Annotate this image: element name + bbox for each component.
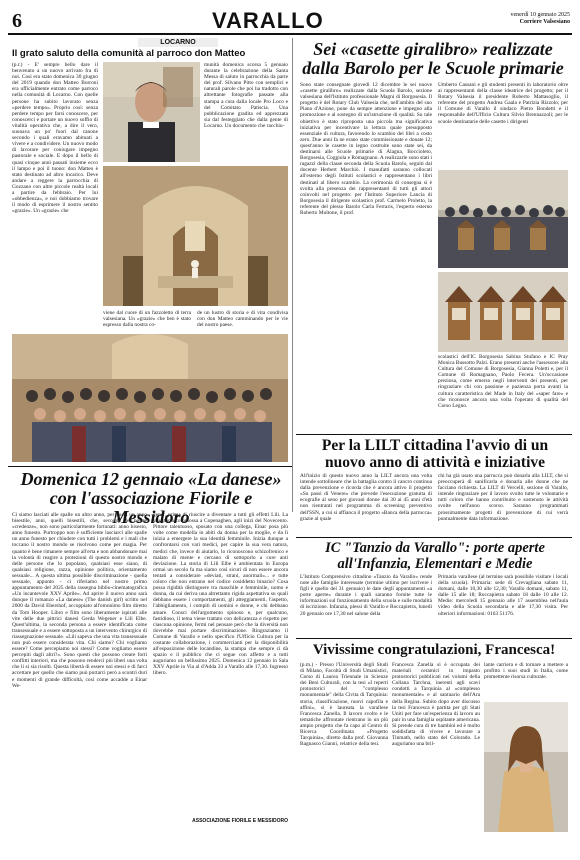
congrats-body-col2: Francesca Zanella si è occupata dei materiali ceramici in impasto protostorici pubblicati nei volumi della Collana Tarchna, inerenti agli scavi condotti a Tarquinia al «complesso monumentale» e al santuario dell'Ara della Regina. Subito dopo aver discusso la tesi Francesca è partita per gli Stati Uniti per fare un'esperienza di lavoro au pair in una famiglia ospitante americana. Si prende cura di tre bambini ed è molto soddisfatta di vivere e lavorare a Tinmath, nello stato del Colorado. Le auguriamo una bril- (392, 662, 480, 748)
article-headline: Il grato saluto della comunità al parroco don Matteo (12, 48, 246, 59)
casette-headline: Sei «casette giralibro» realizzate dalla Barolo per le Scuole primarie (302, 39, 564, 78)
congrats-body-col1: (p.m.) - Presso l'Università degli Studi di Milano, Facoltà di Studi Umanistici, Corso di Laurea Triennale in Scienze dei Beni Culturali, con la tesi «I reperti protostorici del "complesso monumentale" della Civita di Tarquinia: storia, classificazione, nuovi capofila e affini», si è laureata la varallese Francesca Zanella. Il lavoro svolto e le tematiche affrontate rientrano in un più ampio progetto che fa capo al Centro di Ricerca Coordinata «Progetto Tarquinia», diretto dalla prof. Giovanna Bagnasco Gianni, relatrice della tesi. (300, 662, 388, 748)
issue-date (480, 12, 570, 26)
article-body-col2-bottom: de un lustro di storia e di vita condivisa con don Matteo camminando per le vie del nostro paese. (197, 310, 288, 329)
congrats-headline: Vivissime congratulazioni, Francesca! (312, 642, 556, 658)
header-rule (8, 33, 572, 35)
date-line: venerdì 10 gennaio 2025 (510, 12, 570, 18)
ic-body-col1: L'Istituto Comprensivo cittadino «Tanzio da Varallo» rende note alle famiglie interessate (termine ultimo per iscrivere i figli è quello del 31 gennaio) le date degli appuntamenti «a porte aperte» durante i quali saranno fornite tutte le informazioni sul funzionamento della scuola e sulle modalità di iscrizione. Infanzia, plessi di Varallo e Roccapietra, lunedì 20 gennaio ore 17,30 nel salone della (300, 574, 432, 617)
casette-body-col1: Sono state consegnate giovedì 12 dicembre le sei nuove «casette giralibro» realizzate dalla Scuola Barolo, sezione valsesiana dell'Istituto professionale Magni di Borgosesia. Il progetto è del Rotary Club Valsesia che, nell'ambito del suo Piano d'Azione, pone da sempre attenzione e impegno alla promozione e al sostegno di un'istruzione di qualità. Su tale obiettivo è stato riproposta una piccola ma significativa iniziativa per incentivare la lettura quale presupposto essenziale di cultura, favorendo lo scambio dei libri a costo zero. Due anni fa ne erano state commissionate e donate 12; quest'anno le casette in legno costruite sono state sei, da destinarsi alle Scuole primarie di Alagna, Boccioleto, Borgosesia, Coggiola e Romagnano. A realizzarle sono stati i ragazzi della classe seconda della Scuola Barolo, seguiti dal docente Herbert Marchiò. I manufatti saranno collocati all'esterno degli Istituti scolastici e rappresentano i libri destinati al libero scambio. La cerimonia di consegna si è svolta alla presenza dei rappresentanti di tutti gli attori coinvolti nel progetto: per l'Istituto Superiore Lancia di Borgosesia il dirigente scolastico prof. Carmelo Proletto, la referente del plesso Barolo Carla Ferraris, l'esperto esterno Roberto Multone, il prof. (300, 82, 432, 216)
kicker-label: LOCARNO (138, 38, 218, 47)
section-divider-right-2 (296, 537, 572, 538)
church-interior-photo (103, 166, 288, 306)
danese-signature: ASSOCIAZIONE FIORILE E MESSIDORO (192, 818, 288, 824)
casette-body-col2: Umberto Cassani e gli studenti presenti in laboratorio oltre ai rappresentanti della classe ideatrice del progetto; per il Rotary Valsesia il presidente Roberto Mattasoglio, il referente del progetto Andrea Gaala e Patrizia Rizzolo; per il Comune di Varallo il sindaco Pietro Bondetti e il responsabile dell'Ufficio Cultura Silvio Brennazzoli; per le scuole destinatarie delle casette i dirigenti (438, 82, 568, 125)
article-body-col1: (p.r.) - E' sempre bello dare il benvenuto a un nuovo arrivato fra di noi. Così era stato domenica 30 giugno del 2019 quando don Matteo Borroni era ufficialmente entrato come parroco nella comunità di Locarno. Con quelle persone ha subito lavorato senza «perdere tempo». Proprio così: senza perdere tempo per farsi conoscere, per conoscerci e portare un nuovo soffio di vitalità operativa che, a dire il vero, suonava un po' fuori dal canone secondo i quali eravamo abituati a vivere e a condividere. Un nuovo modo di lavorare per coniugare impegno pastorale e sociale. E dopo il bello di quasi cinque anni passati insieme ecco il lampo e poi il tuono: don Matteo è stato destinato ad altro incarico. Deve andare a reggere la parrocchia di Gozzano con altre piccole realtà locali a partire da febbraio. Per lui «obbedienza», e noi dobbiamo trovare il modo di esprimere il nostro sentito «grazie». Un «grazie» che (12, 62, 98, 215)
casette-detail-photo (438, 272, 568, 352)
article-body-col2: munità domenica scorsa 5 gennaio durante la celebrazione della Santa Messa di saluto in parrocchia da parte del prof. Silvano Pitto con semplici e naturali parole che poi ha tradotto con altrettante fotografie passate alla stampa a cura dalla locale Pro Loco e del Comitato Patiscia. Una pubblicazione gradita ed apprezzata sia dal festeggiato che dalla gente di Locarno. Un documento che racchiu- (204, 62, 288, 129)
article-body-col1-bottom: viene dal cuore di un fazzoletto di terra valsesiana. Un «grazie» che ben è stato espresso dalla nostra co- (103, 310, 191, 329)
column-divider (292, 38, 293, 512)
section-divider-right-3 (296, 638, 572, 639)
section-divider-right-1 (296, 434, 572, 435)
ic-body-col2: Primaria varallese (al termine sarà possibile visitare i locali della scuola). Primaria: sede di Crevagliana sabato 11, domani, dalle 10,30 alle 12,30; Varallo domani, sabato 11, dalle 15 alle 18; Roccapietra sabato 18 dalle 10 alle 12. Medie: mercoledì 15 gennaio alle 17 assemblea nell'aula video della Scuola secondaria e alle 17,30 visita. Per ulteriori informazioni: 0163 51176. (438, 574, 568, 617)
priest-portrait-photo (103, 62, 200, 162)
danese-body-col2: gener, prima di riuscire a diventare a tutti gli effetti Lili. La sua storia commossa a Copenaghen, agli inizi del Novecento. Pittore talentuoso, sposato con una collega, Einar posa più volte come modella in abiti da donna per la moglie, e da lì inizia a emergere la sua identità femminile. Inizia dunque a confrontarsi con vari medici, per capire la sua vera natura, medici che, invece di aiutarlo, lo riconoscono schizofrenico e malato di mente e cercano di sottoporlo a cure anti deviazione. La storia di Lili Elbe è ambientata in Europa ormai un secolo fa ma siamo così sicuri di non essere ancora tentati a considerare «deviati, strani, anormali»... e tutte coloro che non entrano nel codice cosiddetto binario? Cosa possa rigidità distinguere tra maschile e femminile, uomo e donna, da cui deriva una altrettanto rigida aspettativa su quali debbano essere i comportamenti, gli atteggiamenti, l'aspetto, l'abbigliamento, i compiti di uomini e donne, e chi debbano amare. Consci dell'argomento spinoso e, per qualcuno, fastidioso, il tema viene trattato con delicatezza e rispetto per ciascuna opinione, fermi nel pensare però che la diversità non dovrebbe mai portare discriminazione. Ringraziamo il Comune di Varallo e nello specifico l'Ufficio Cultura per la costante collaborazione, i commercianti per la disponibilità all'esposizione delle locandine, la stampa che sempre ci dà spazio e il pubblico che ci segue con affetto e a tutti auguriamo un bellissimo 2025. Domenica 12 gennaio in Sala XXV Aprile in Via al d'Adda 33 a Varallo alle 17,30. Ingresso libero. (153, 512, 288, 677)
congrats-body-col3: lante carriera e di tornare a mettere a profitto i suoi studi in Italia, come promettente risorsa culturale. (484, 662, 568, 681)
casette-body-col2-bottom: scolastici dell'IC Borgosesia Sabina Stufano e IC Pray Monica Bussotto Palzi. Erano presenti anche l'assessore alla Cultura del Comune di Borgosesia, Gianna Poletti e, per il Comune di Romagnano, Paolo Fecera. Un'occasione preziosa, come emerso negli interventi dei presenti, per ringraziare chi con passione e pazienza porta avanti la cultura caratteristica del Made in Italy del «saper fare» e che riconosce ancora una volta l'operato di qualità del Corso Legno. (438, 354, 568, 409)
section-title: VARALLO (212, 8, 324, 33)
page-number: 6 (12, 10, 22, 32)
lilt-body-col1: All'inizio di questo nuovo anno la LILT ancora una volta intende sottolineare che la battaglia contro il cancro continua dalla prevenzione e ricorda che è ancora attivo il progetto «Su passi di Venere» che prevede l'esecuzione gratuita di ecografie al seno per giovani donne dai 30 ai 45 anni d'età non rientranti nel programma di screening preventivo dell'SSN, a cui si affianca il progetto «Banca della parrucca» grazie al quale (300, 473, 432, 522)
casette-ceremony-photo (438, 170, 568, 268)
danese-headline: Domenica 12 gennaio «La danese» con l'associazione Fiorile e Messidoro (20, 469, 282, 527)
lilt-body-col2: chi ha già usato una parrucca può donarla alla LILT, che si preoccuperà di sanificarla e donarla alle donne che ne facciano richiesta. La LILT di Vercelli, sezione di Varallo, intende ringraziare per il lavoro svolto tutte le volontarie e tutti coloro che hanno contribuito e sostenuto le attività svolte nell'anno scorso. Saranno programmati prossimamente progetti di prevenzione di cui verrà puntualmente data informazione. (438, 473, 568, 522)
graduate-photo (484, 702, 568, 832)
publication-name: Corriere Valsesiano (519, 19, 570, 25)
lilt-headline: Per la LILT cittadina l'avvio di un nuovo anno di attività e iniziative (321, 437, 549, 471)
section-divider-left (8, 466, 292, 467)
congregation-group-photo (12, 334, 288, 462)
danese-body-col1: Ci siamo lasciati alle spalle un altro anno, per gusta un anno bisestile, anni, quelli bisestili, che, secondo le nostre «credenze», non sono particolarmente fortunati: anno bisesto, anno funesto. Purtroppo non è sufficiente lasciarci alle spalle un anno funesto per chiudere con tutti i problemi e i mali che toccano il nostro mondo se risolvono come per magia. Per quanto è bene rimanere sempre all'erta e non abbandonare mai la volontà di reagire a protezioni di questo nostro mondo e delle persone che lo popolano, qualsiasi esse siano, di qualsiasi religione, razza, opinione politica, orientamento sessuale... A questa ultima possibile discriminazione - quella sessuale, appunto - ci riferiamo nel nostro primo appuntamento del 2025 della rassegna biblio-cinematografica «Un incantevole XXV Aprile». Ad aprire il nuovo anno sarà dunque il romanzo «La danese» (The danish girl) scritto nel 2000 da David Ebershof, accoppiato all'omonimo film diretto da Tom Hooper. Libro e film sono liberamente ispirati alle vite delle due pittrici danesi Gerda Wegener e Lili Elbe. Quest'ultima, la seconda persona a essere identificata come transessuale e a essere sottoposta a un intervento chirurgico di riassegnazione sessuale. «Lili sapeva che una vita transessuale non può essere considerata vita. Chi siamo? Chi vogliamo essere? Come percepiamo noi stessi? Come vogliamo essere percepiti dagli altri?». Sono questi che possono creare forti conflitti interiori, ma che possono renderci più liberi una volta che li si sia risolti. Questa libertà di essere noi stessi e di farci accettare per quello che siamo può portarci però a scontri duri e momenti di grande difficoltà, così come accadde a Einar We- (12, 512, 147, 689)
ic-headline: IC "Tanzio da Varallo": porte aperte all'Infanzia, Elementari e Medie (325, 540, 545, 572)
